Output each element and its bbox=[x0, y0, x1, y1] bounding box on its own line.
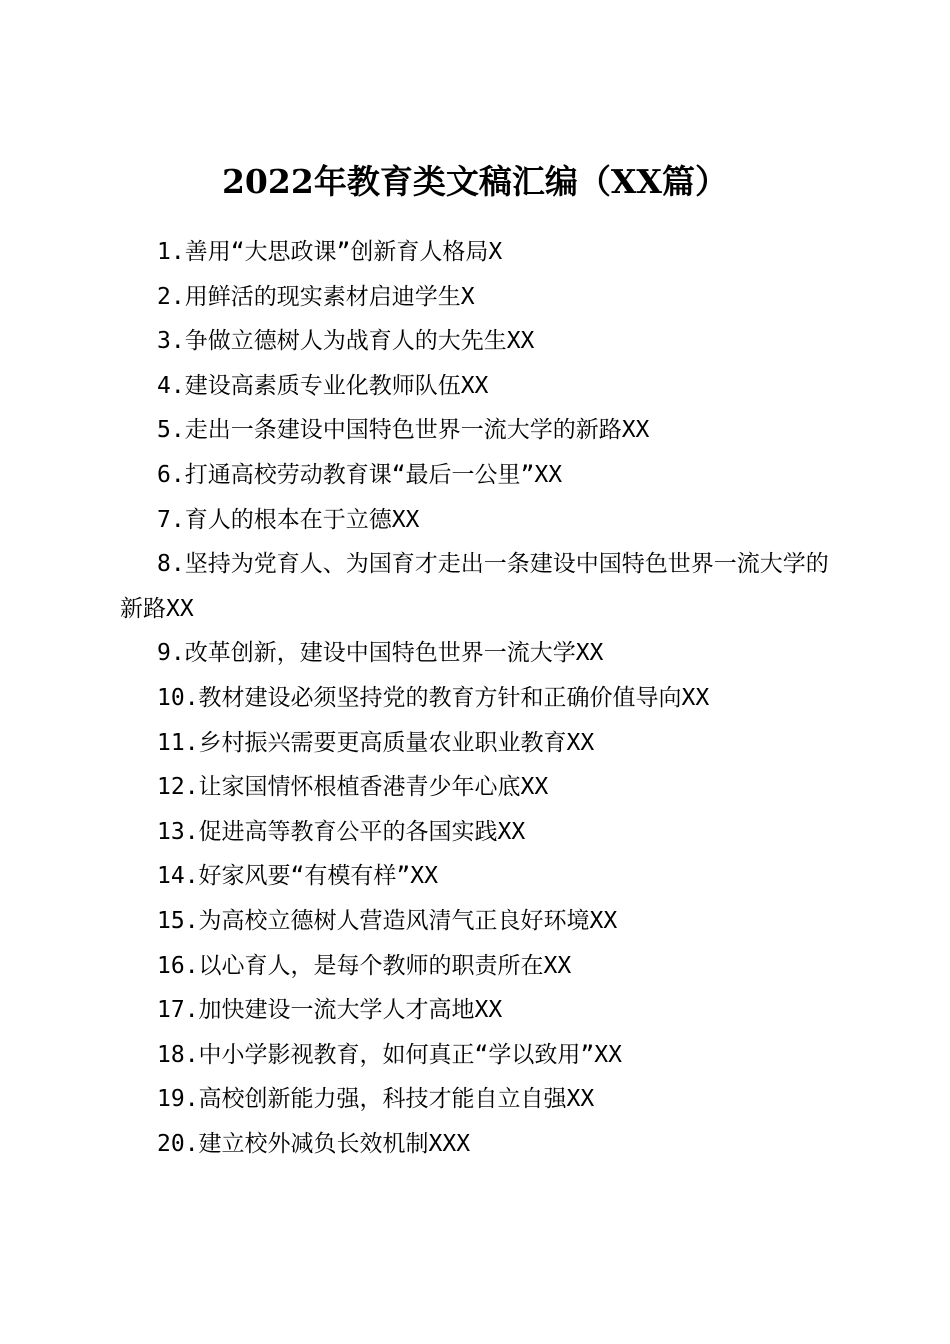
table-of-contents bbox=[120, 230, 830, 1166]
toc-item: 17.加快建设一流大学人才高地XX bbox=[157, 997, 503, 1024]
toc-item: 10.教材建设必须坚持党的教育方针和正确价值导向XX bbox=[157, 684, 710, 711]
toc-item: 18.中小学影视教育，如何真正“学以致用”XX bbox=[157, 1041, 622, 1068]
toc-item: 9.改革创新，建设中国特色世界一流大学XX bbox=[157, 640, 604, 667]
toc-item: 2.用鲜活的现实素材启迪学生X bbox=[157, 283, 475, 310]
toc-item: 3.争做立德树人为战育人的大先生XX bbox=[157, 328, 535, 355]
document-title: 2022年教育类文稿汇编（XX篇） bbox=[221, 162, 729, 202]
toc-item: 19.高校创新能力强，科技才能自立自强XX bbox=[157, 1086, 595, 1113]
toc-item: 20.建立校外减负长效机制XXX bbox=[157, 1130, 471, 1157]
toc-item: 13.促进高等教育公平的各国实践XX bbox=[157, 818, 526, 845]
toc-item: 6.打通高校劳动教育课“最后一公里”XX bbox=[157, 461, 563, 488]
toc-item: 12.让家国情怀根植香港青少年心底XX bbox=[157, 774, 549, 801]
toc-item: 11.乡村振兴需要更高质量农业职业教育XX bbox=[157, 729, 595, 756]
toc-item: 5.走出一条建设中国特色世界一流大学的新路XX bbox=[157, 417, 650, 444]
toc-item: 7.育人的根本在于立德XX bbox=[157, 506, 420, 533]
toc-item: 16.以心育人，是每个教师的职责所在XX bbox=[157, 952, 572, 979]
toc-item: 14.好家风要“有模有样”XX bbox=[157, 863, 438, 890]
toc-item: 4.建设高素质专业化教师队伍XX bbox=[157, 372, 489, 399]
toc-item: 1.善用“大思政课”创新育人格局X bbox=[157, 239, 503, 265]
toc-item: 8.坚持为党育人、为国育才走出一条建设中国特色世界一流大学的新路XX bbox=[120, 551, 829, 622]
toc-item: 15.为高校立德树人营造风清气正良好环境XX bbox=[157, 907, 618, 934]
